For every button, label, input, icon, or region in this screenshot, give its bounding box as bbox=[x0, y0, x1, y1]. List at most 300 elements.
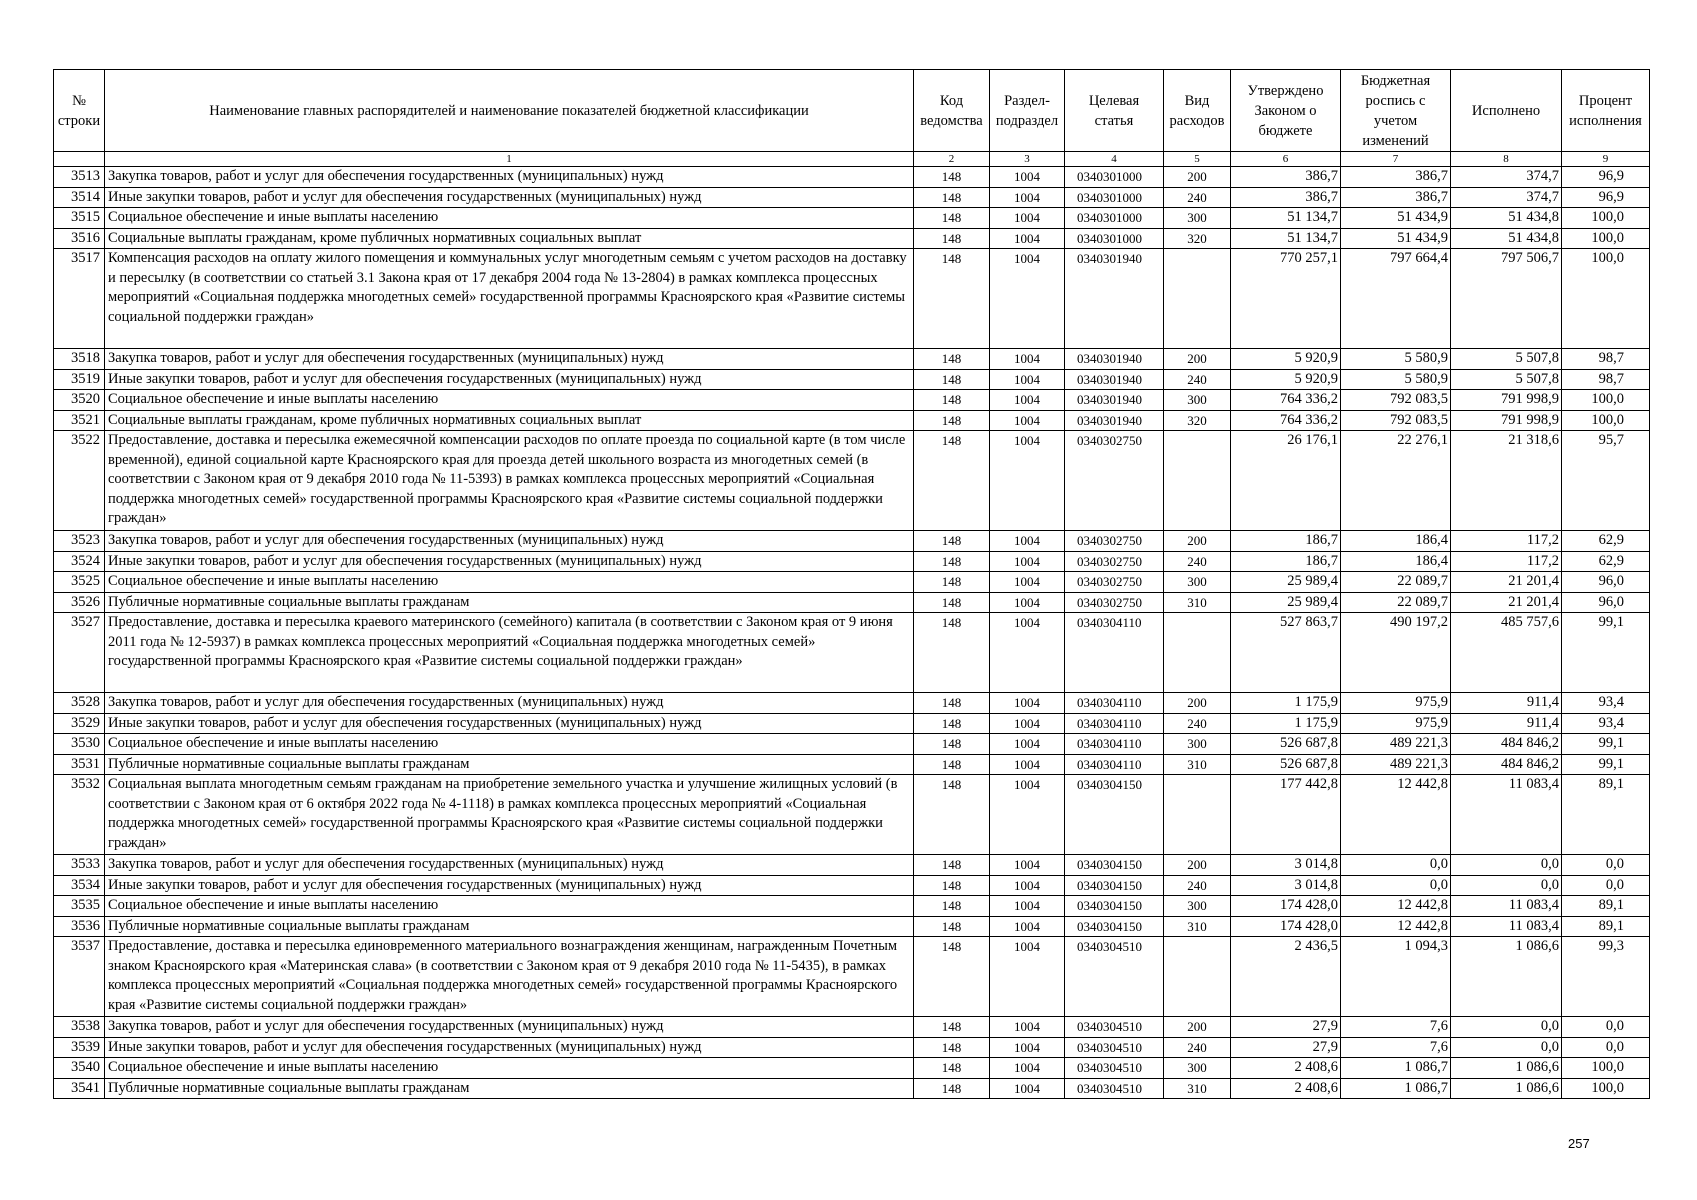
expense-type: 200 bbox=[1164, 167, 1231, 188]
target-article: 0340301940 bbox=[1065, 390, 1164, 411]
table-row bbox=[54, 1078, 1650, 1099]
row-number: 3530 bbox=[54, 734, 105, 755]
expense-type: 240 bbox=[1164, 369, 1231, 390]
section-code: 1004 bbox=[990, 775, 1065, 855]
table-row bbox=[54, 369, 1650, 390]
header-executed: Исполнено bbox=[1451, 70, 1562, 152]
expense-type: 300 bbox=[1164, 896, 1231, 917]
expense-type bbox=[1164, 249, 1231, 349]
executed-amount: 5 507,8 bbox=[1451, 369, 1562, 390]
expense-type: 240 bbox=[1164, 713, 1231, 734]
expense-type: 300 bbox=[1164, 208, 1231, 229]
execution-percent: 89,1 bbox=[1562, 896, 1650, 917]
executed-amount: 11 083,4 bbox=[1451, 916, 1562, 937]
expense-type bbox=[1164, 613, 1231, 693]
table-row bbox=[54, 208, 1650, 229]
budget-amount: 489 221,3 bbox=[1341, 754, 1451, 775]
indicator-name: Предоставление, доставка и пересылка ежемесячной компенсации расходов по оплате проезда по социальной карте (в том числе временной), единой социальной карте Красноярского края для проезда детей школьного возраста из многодетных семей (в соответствии с Законом края от 9 декабря 2010 года № 11-5393) в рамках комплекса процессных мероприятий «Социальная поддержка многодетных семей» государственной программы Красноярского края «Развитие системы социальной поддержки граждан» bbox=[105, 431, 914, 531]
department-code: 148 bbox=[914, 916, 990, 937]
executed-amount: 1 086,6 bbox=[1451, 1078, 1562, 1099]
budget-amount: 792 083,5 bbox=[1341, 410, 1451, 431]
section-code: 1004 bbox=[990, 734, 1065, 755]
executed-amount: 484 846,2 bbox=[1451, 734, 1562, 755]
execution-percent: 0,0 bbox=[1562, 855, 1650, 876]
expense-type: 200 bbox=[1164, 693, 1231, 714]
row-number: 3538 bbox=[54, 1017, 105, 1038]
execution-percent: 99,1 bbox=[1562, 734, 1650, 755]
header-code: Код ведомства bbox=[914, 70, 990, 152]
header-budget: Бюджетная роспись с учетом изменений bbox=[1341, 70, 1451, 152]
indicator-name: Публичные нормативные социальные выплаты гражданам bbox=[105, 916, 914, 937]
budget-amount: 186,4 bbox=[1341, 551, 1451, 572]
executed-amount: 11 083,4 bbox=[1451, 775, 1562, 855]
approved-amount: 526 687,8 bbox=[1231, 734, 1341, 755]
target-article: 0340302750 bbox=[1065, 431, 1164, 531]
approved-amount: 174 428,0 bbox=[1231, 916, 1341, 937]
row-number: 3537 bbox=[54, 937, 105, 1017]
row-number: 3536 bbox=[54, 916, 105, 937]
indicator-name: Предоставление, доставка и пересылка единовременного материального вознаграждения женщинам, награжденным Почетным знаком Красноярского края «Материнская слава» (в соответствии с Законом края от 9 декабря 2010 года № 11-5435), в рамках комплекса процессных мероприятий «Социальная поддержка многодетных семей» государственной программы Красноярского края «Развитие системы социальной поддержки граждан» bbox=[105, 937, 914, 1017]
department-code: 148 bbox=[914, 167, 990, 188]
department-code: 148 bbox=[914, 349, 990, 370]
section-code: 1004 bbox=[990, 390, 1065, 411]
target-article: 0340304510 bbox=[1065, 1078, 1164, 1099]
executed-amount: 791 998,9 bbox=[1451, 390, 1562, 411]
table-row bbox=[54, 228, 1650, 249]
approved-amount: 386,7 bbox=[1231, 187, 1341, 208]
table-row bbox=[54, 1017, 1650, 1038]
department-code: 148 bbox=[914, 754, 990, 775]
approved-amount: 764 336,2 bbox=[1231, 410, 1341, 431]
executed-amount: 1 086,6 bbox=[1451, 1058, 1562, 1079]
target-article: 0340304110 bbox=[1065, 734, 1164, 755]
section-code: 1004 bbox=[990, 916, 1065, 937]
approved-amount: 1 175,9 bbox=[1231, 713, 1341, 734]
column-number: 5 bbox=[1164, 152, 1231, 167]
budget-amount: 792 083,5 bbox=[1341, 390, 1451, 411]
expense-type: 310 bbox=[1164, 754, 1231, 775]
target-article: 0340304150 bbox=[1065, 875, 1164, 896]
executed-amount: 484 846,2 bbox=[1451, 754, 1562, 775]
page-number: 257 bbox=[1568, 1136, 1590, 1151]
indicator-name: Социальное обеспечение и иные выплаты населению bbox=[105, 896, 914, 917]
executed-amount: 21 318,6 bbox=[1451, 431, 1562, 531]
executed-amount: 374,7 bbox=[1451, 167, 1562, 188]
row-number: 3513 bbox=[54, 167, 105, 188]
row-number: 3517 bbox=[54, 249, 105, 349]
header-article: Целевая статья bbox=[1065, 70, 1164, 152]
budget-amount: 7,6 bbox=[1341, 1017, 1451, 1038]
approved-amount: 5 920,9 bbox=[1231, 369, 1341, 390]
executed-amount: 911,4 bbox=[1451, 693, 1562, 714]
section-code: 1004 bbox=[990, 896, 1065, 917]
expense-type: 300 bbox=[1164, 572, 1231, 593]
row-number: 3529 bbox=[54, 713, 105, 734]
indicator-name: Социальные выплаты гражданам, кроме публичных нормативных социальных выплат bbox=[105, 410, 914, 431]
execution-percent: 100,0 bbox=[1562, 249, 1650, 349]
expense-type: 310 bbox=[1164, 916, 1231, 937]
expense-type bbox=[1164, 431, 1231, 531]
column-number: 8 bbox=[1451, 152, 1562, 167]
section-code: 1004 bbox=[990, 1078, 1065, 1099]
section-code: 1004 bbox=[990, 572, 1065, 593]
budget-amount: 7,6 bbox=[1341, 1037, 1451, 1058]
budget-amount: 386,7 bbox=[1341, 167, 1451, 188]
target-article: 0340301000 bbox=[1065, 167, 1164, 188]
budget-amount: 0,0 bbox=[1341, 855, 1451, 876]
section-code: 1004 bbox=[990, 693, 1065, 714]
department-code: 148 bbox=[914, 410, 990, 431]
table-row bbox=[54, 775, 1650, 855]
execution-percent: 89,1 bbox=[1562, 775, 1650, 855]
table-row bbox=[54, 431, 1650, 531]
executed-amount: 0,0 bbox=[1451, 875, 1562, 896]
target-article: 0340304510 bbox=[1065, 1017, 1164, 1038]
executed-amount: 797 506,7 bbox=[1451, 249, 1562, 349]
expense-type: 310 bbox=[1164, 1078, 1231, 1099]
executed-amount: 911,4 bbox=[1451, 713, 1562, 734]
header-row bbox=[54, 70, 1650, 152]
execution-percent: 96,0 bbox=[1562, 572, 1650, 593]
department-code: 148 bbox=[914, 937, 990, 1017]
expense-type: 320 bbox=[1164, 228, 1231, 249]
target-article: 0340301940 bbox=[1065, 249, 1164, 349]
target-article: 0340301940 bbox=[1065, 369, 1164, 390]
approved-amount: 26 176,1 bbox=[1231, 431, 1341, 531]
target-article: 0340304110 bbox=[1065, 754, 1164, 775]
indicator-name: Иные закупки товаров, работ и услуг для обеспечения государственных (муниципальных) нужд bbox=[105, 187, 914, 208]
column-number: 1 bbox=[105, 152, 914, 167]
approved-amount: 770 257,1 bbox=[1231, 249, 1341, 349]
section-code: 1004 bbox=[990, 551, 1065, 572]
target-article: 0340304150 bbox=[1065, 896, 1164, 917]
column-number: 6 bbox=[1231, 152, 1341, 167]
execution-percent: 0,0 bbox=[1562, 1017, 1650, 1038]
indicator-name: Иные закупки товаров, работ и услуг для обеспечения государственных (муниципальных) нужд bbox=[105, 551, 914, 572]
department-code: 148 bbox=[914, 187, 990, 208]
approved-amount: 526 687,8 bbox=[1231, 754, 1341, 775]
approved-amount: 5 920,9 bbox=[1231, 349, 1341, 370]
section-code: 1004 bbox=[990, 937, 1065, 1017]
header-approved: Утверждено Законом о бюджете bbox=[1231, 70, 1341, 152]
execution-percent: 99,1 bbox=[1562, 754, 1650, 775]
target-article: 0340304150 bbox=[1065, 916, 1164, 937]
expense-type: 240 bbox=[1164, 1037, 1231, 1058]
department-code: 148 bbox=[914, 249, 990, 349]
table-row bbox=[54, 875, 1650, 896]
execution-percent: 96,9 bbox=[1562, 167, 1650, 188]
row-number: 3523 bbox=[54, 531, 105, 552]
execution-percent: 62,9 bbox=[1562, 531, 1650, 552]
executed-amount: 791 998,9 bbox=[1451, 410, 1562, 431]
department-code: 148 bbox=[914, 592, 990, 613]
department-code: 148 bbox=[914, 896, 990, 917]
indicator-name: Закупка товаров, работ и услуг для обеспечения государственных (муниципальных) нужд bbox=[105, 693, 914, 714]
indicator-name: Иные закупки товаров, работ и услуг для обеспечения государственных (муниципальных) нужд bbox=[105, 713, 914, 734]
approved-amount: 27,9 bbox=[1231, 1017, 1341, 1038]
department-code: 148 bbox=[914, 1037, 990, 1058]
approved-amount: 51 134,7 bbox=[1231, 208, 1341, 229]
table-row bbox=[54, 937, 1650, 1017]
executed-amount: 117,2 bbox=[1451, 531, 1562, 552]
header-type: Вид расходов bbox=[1164, 70, 1231, 152]
approved-amount: 186,7 bbox=[1231, 531, 1341, 552]
budget-amount: 22 276,1 bbox=[1341, 431, 1451, 531]
row-number: 3525 bbox=[54, 572, 105, 593]
target-article: 0340304110 bbox=[1065, 713, 1164, 734]
department-code: 148 bbox=[914, 572, 990, 593]
expense-type: 320 bbox=[1164, 410, 1231, 431]
header-row-no: № строки bbox=[54, 70, 105, 152]
table-row bbox=[54, 1037, 1650, 1058]
row-number: 3514 bbox=[54, 187, 105, 208]
section-code: 1004 bbox=[990, 369, 1065, 390]
department-code: 148 bbox=[914, 1058, 990, 1079]
row-number: 3541 bbox=[54, 1078, 105, 1099]
indicator-name: Закупка товаров, работ и услуг для обеспечения государственных (муниципальных) нужд bbox=[105, 531, 914, 552]
column-number: 9 bbox=[1562, 152, 1650, 167]
target-article: 0340302750 bbox=[1065, 592, 1164, 613]
executed-amount: 1 086,6 bbox=[1451, 937, 1562, 1017]
executed-amount: 0,0 bbox=[1451, 1017, 1562, 1038]
target-article: 0340304510 bbox=[1065, 937, 1164, 1017]
department-code: 148 bbox=[914, 1017, 990, 1038]
indicator-name: Закупка товаров, работ и услуг для обеспечения государственных (муниципальных) нужд bbox=[105, 1017, 914, 1038]
table-row bbox=[54, 896, 1650, 917]
execution-percent: 100,0 bbox=[1562, 390, 1650, 411]
section-code: 1004 bbox=[990, 531, 1065, 552]
table-row bbox=[54, 410, 1650, 431]
target-article: 0340304150 bbox=[1065, 855, 1164, 876]
budget-amount: 975,9 bbox=[1341, 713, 1451, 734]
department-code: 148 bbox=[914, 1078, 990, 1099]
row-number: 3515 bbox=[54, 208, 105, 229]
expense-type: 300 bbox=[1164, 390, 1231, 411]
execution-percent: 100,0 bbox=[1562, 410, 1650, 431]
department-code: 148 bbox=[914, 875, 990, 896]
section-code: 1004 bbox=[990, 228, 1065, 249]
execution-percent: 96,0 bbox=[1562, 592, 1650, 613]
budget-amount: 386,7 bbox=[1341, 187, 1451, 208]
target-article: 0340302750 bbox=[1065, 572, 1164, 593]
budget-amount: 490 197,2 bbox=[1341, 613, 1451, 693]
column-number: 4 bbox=[1065, 152, 1164, 167]
department-code: 148 bbox=[914, 855, 990, 876]
budget-amount: 975,9 bbox=[1341, 693, 1451, 714]
row-number: 3532 bbox=[54, 775, 105, 855]
budget-amount: 1 094,3 bbox=[1341, 937, 1451, 1017]
expense-type bbox=[1164, 937, 1231, 1017]
execution-percent: 100,0 bbox=[1562, 1078, 1650, 1099]
approved-amount: 25 989,4 bbox=[1231, 592, 1341, 613]
budget-amount: 22 089,7 bbox=[1341, 592, 1451, 613]
indicator-name: Социальные выплаты гражданам, кроме публичных нормативных социальных выплат bbox=[105, 228, 914, 249]
expense-type: 200 bbox=[1164, 1017, 1231, 1038]
row-number: 3521 bbox=[54, 410, 105, 431]
target-article: 0340304510 bbox=[1065, 1058, 1164, 1079]
section-code: 1004 bbox=[990, 208, 1065, 229]
indicator-name: Социальное обеспечение и иные выплаты населению bbox=[105, 208, 914, 229]
indicator-name: Социальное обеспечение и иные выплаты населению bbox=[105, 572, 914, 593]
expense-type: 240 bbox=[1164, 551, 1231, 572]
row-number: 3527 bbox=[54, 613, 105, 693]
executed-amount: 51 434,8 bbox=[1451, 208, 1562, 229]
budget-amount: 12 442,8 bbox=[1341, 775, 1451, 855]
budget-amount: 5 580,9 bbox=[1341, 349, 1451, 370]
section-code: 1004 bbox=[990, 1058, 1065, 1079]
approved-amount: 2 436,5 bbox=[1231, 937, 1341, 1017]
section-code: 1004 bbox=[990, 431, 1065, 531]
expense-type: 310 bbox=[1164, 592, 1231, 613]
section-code: 1004 bbox=[990, 855, 1065, 876]
budget-amount: 1 086,7 bbox=[1341, 1058, 1451, 1079]
execution-percent: 0,0 bbox=[1562, 875, 1650, 896]
approved-amount: 386,7 bbox=[1231, 167, 1341, 188]
target-article: 0340304110 bbox=[1065, 613, 1164, 693]
table-row bbox=[54, 713, 1650, 734]
table-row bbox=[54, 572, 1650, 593]
budget-amount: 22 089,7 bbox=[1341, 572, 1451, 593]
row-number: 3524 bbox=[54, 551, 105, 572]
section-code: 1004 bbox=[990, 349, 1065, 370]
target-article: 0340301000 bbox=[1065, 208, 1164, 229]
column-number: 2 bbox=[914, 152, 990, 167]
executed-amount: 21 201,4 bbox=[1451, 592, 1562, 613]
section-code: 1004 bbox=[990, 713, 1065, 734]
table-row bbox=[54, 916, 1650, 937]
approved-amount: 2 408,6 bbox=[1231, 1058, 1341, 1079]
indicator-name: Социальная выплата многодетным семьям гражданам на приобретение земельного участка и улучшение жилищных условий (в соответствии с Законом края от 6 октября 2022 года № 4-1118) в рамках комплекса процессных мероприятий «Социальная поддержка многодетных семей» государственной программы Красноярского края «Развитие системы социальной поддержки граждан» bbox=[105, 775, 914, 855]
executed-amount: 21 201,4 bbox=[1451, 572, 1562, 593]
indicator-name: Социальное обеспечение и иные выплаты населению bbox=[105, 734, 914, 755]
column-number: 3 bbox=[990, 152, 1065, 167]
execution-percent: 99,3 bbox=[1562, 937, 1650, 1017]
indicator-name: Закупка товаров, работ и услуг для обеспечения государственных (муниципальных) нужд bbox=[105, 349, 914, 370]
execution-percent: 100,0 bbox=[1562, 208, 1650, 229]
row-number: 3520 bbox=[54, 390, 105, 411]
table-row bbox=[54, 531, 1650, 552]
approved-amount: 186,7 bbox=[1231, 551, 1341, 572]
row-number: 3534 bbox=[54, 875, 105, 896]
row-number: 3531 bbox=[54, 754, 105, 775]
row-number: 3519 bbox=[54, 369, 105, 390]
indicator-name: Иные закупки товаров, работ и услуг для обеспечения государственных (муниципальных) нужд bbox=[105, 1037, 914, 1058]
section-code: 1004 bbox=[990, 187, 1065, 208]
execution-percent: 98,7 bbox=[1562, 349, 1650, 370]
table-row bbox=[54, 390, 1650, 411]
approved-amount: 3 014,8 bbox=[1231, 855, 1341, 876]
indicator-name: Закупка товаров, работ и услуг для обеспечения государственных (муниципальных) нужд bbox=[105, 855, 914, 876]
expense-type: 300 bbox=[1164, 734, 1231, 755]
target-article: 0340301940 bbox=[1065, 349, 1164, 370]
executed-amount: 485 757,6 bbox=[1451, 613, 1562, 693]
approved-amount: 174 428,0 bbox=[1231, 896, 1341, 917]
table-row bbox=[54, 187, 1650, 208]
approved-amount: 27,9 bbox=[1231, 1037, 1341, 1058]
expense-type: 240 bbox=[1164, 187, 1231, 208]
row-number: 3528 bbox=[54, 693, 105, 714]
approved-amount: 51 134,7 bbox=[1231, 228, 1341, 249]
table-row bbox=[54, 693, 1650, 714]
execution-percent: 62,9 bbox=[1562, 551, 1650, 572]
department-code: 148 bbox=[914, 208, 990, 229]
section-code: 1004 bbox=[990, 410, 1065, 431]
execution-percent: 93,4 bbox=[1562, 713, 1650, 734]
budget-amount: 51 434,9 bbox=[1341, 228, 1451, 249]
row-number: 3518 bbox=[54, 349, 105, 370]
expense-type: 240 bbox=[1164, 875, 1231, 896]
execution-percent: 89,1 bbox=[1562, 916, 1650, 937]
section-code: 1004 bbox=[990, 592, 1065, 613]
department-code: 148 bbox=[914, 390, 990, 411]
department-code: 148 bbox=[914, 775, 990, 855]
budget-amount: 1 086,7 bbox=[1341, 1078, 1451, 1099]
expense-type: 300 bbox=[1164, 1058, 1231, 1079]
execution-percent: 93,4 bbox=[1562, 693, 1650, 714]
expense-type bbox=[1164, 775, 1231, 855]
department-code: 148 bbox=[914, 734, 990, 755]
department-code: 148 bbox=[914, 531, 990, 552]
execution-percent: 100,0 bbox=[1562, 228, 1650, 249]
budget-table bbox=[53, 69, 1650, 1099]
row-number: 3526 bbox=[54, 592, 105, 613]
section-code: 1004 bbox=[990, 754, 1065, 775]
header-percent: Процент исполнения bbox=[1562, 70, 1650, 152]
department-code: 148 bbox=[914, 693, 990, 714]
indicator-name: Социальное обеспечение и иные выплаты населению bbox=[105, 1058, 914, 1079]
indicator-name: Публичные нормативные социальные выплаты гражданам bbox=[105, 592, 914, 613]
approved-amount: 3 014,8 bbox=[1231, 875, 1341, 896]
header-name: Наименование главных распорядителей и наименование показателей бюджетной классификации bbox=[105, 70, 914, 152]
target-article: 0340304110 bbox=[1065, 693, 1164, 714]
table-row bbox=[54, 551, 1650, 572]
execution-percent: 99,1 bbox=[1562, 613, 1650, 693]
row-number: 3522 bbox=[54, 431, 105, 531]
budget-amount: 51 434,9 bbox=[1341, 208, 1451, 229]
executed-amount: 11 083,4 bbox=[1451, 896, 1562, 917]
executed-amount: 117,2 bbox=[1451, 551, 1562, 572]
executed-amount: 374,7 bbox=[1451, 187, 1562, 208]
department-code: 148 bbox=[914, 369, 990, 390]
row-number: 3533 bbox=[54, 855, 105, 876]
target-article: 0340301000 bbox=[1065, 228, 1164, 249]
target-article: 0340304150 bbox=[1065, 775, 1164, 855]
table-body bbox=[54, 167, 1650, 1099]
table-row bbox=[54, 1058, 1650, 1079]
target-article: 0340302750 bbox=[1065, 531, 1164, 552]
department-code: 148 bbox=[914, 431, 990, 531]
row-number: 3540 bbox=[54, 1058, 105, 1079]
department-code: 148 bbox=[914, 551, 990, 572]
target-article: 0340301000 bbox=[1065, 187, 1164, 208]
budget-amount: 12 442,8 bbox=[1341, 916, 1451, 937]
section-code: 1004 bbox=[990, 167, 1065, 188]
table-row bbox=[54, 754, 1650, 775]
column-number: 7 bbox=[1341, 152, 1451, 167]
table-row bbox=[54, 855, 1650, 876]
indicator-name: Иные закупки товаров, работ и услуг для обеспечения государственных (муниципальных) нужд bbox=[105, 875, 914, 896]
approved-amount: 177 442,8 bbox=[1231, 775, 1341, 855]
department-code: 148 bbox=[914, 613, 990, 693]
department-code: 148 bbox=[914, 228, 990, 249]
table-row bbox=[54, 592, 1650, 613]
executed-amount: 51 434,8 bbox=[1451, 228, 1562, 249]
budget-amount: 5 580,9 bbox=[1341, 369, 1451, 390]
approved-amount: 527 863,7 bbox=[1231, 613, 1341, 693]
row-number: 3539 bbox=[54, 1037, 105, 1058]
execution-percent: 95,7 bbox=[1562, 431, 1650, 531]
execution-percent: 98,7 bbox=[1562, 369, 1650, 390]
